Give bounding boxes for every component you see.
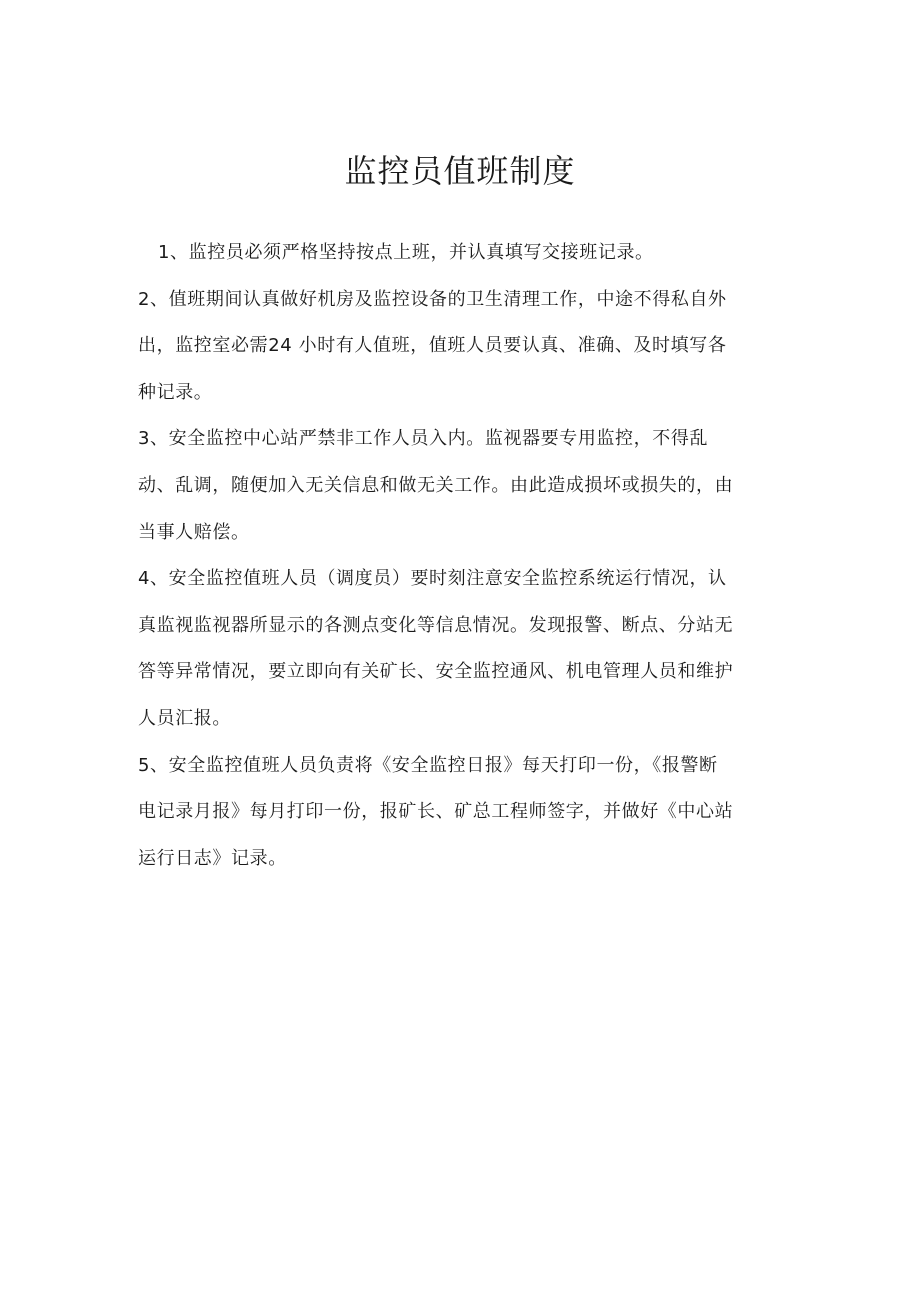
paragraph-line: 2、值班期间认真做好机房及监控设备的卫生清理工作，中途不得私自外 xyxy=(138,288,727,310)
paragraph-line: 真监视监视器所显示的各测点变化等信息情况。发现报警、断点、分站无 xyxy=(138,614,734,636)
paragraph-line: 出，监控室必需24 小时有人值班，值班人员要认真、准确、及时填写各 xyxy=(138,335,727,357)
paragraph-line: 人员汇报。 xyxy=(138,707,231,729)
paragraph-line: 1、监控员必须严格坚持按点上班，并认真填写交接班记录。 xyxy=(158,242,654,263)
paragraph-5 xyxy=(138,743,786,883)
paragraph-4 xyxy=(138,556,786,742)
paragraph-line: 当事人赔偿。 xyxy=(138,521,250,543)
paragraph-2 xyxy=(138,277,786,417)
paragraph-line: 5、安全监控值班人员负责将《安全监控日报》每天打印一份，《报警断 xyxy=(138,754,718,776)
paragraph-1 xyxy=(138,230,786,277)
paragraph-line: 电记录月报》每月打印一份，报矿长、矿总工程师签字，并做好《中心站 xyxy=(138,801,734,823)
document-body xyxy=(138,230,786,882)
paragraph-3 xyxy=(138,416,786,556)
page-title: 监控员值班制度 xyxy=(344,152,576,190)
paragraph-line: 运行日志》记录。 xyxy=(138,847,287,869)
paragraph-line: 种记录。 xyxy=(138,381,213,403)
paragraph-line: 4、安全监控值班人员（调度员）要时刻注意安全监控系统运行情况，认 xyxy=(138,568,727,590)
paragraph-line: 动、乱调，随便加入无关信息和做无关工作。由此造成损坏或损失的，由 xyxy=(138,474,734,496)
paragraph-line: 答等异常情况，要立即向有关矿长、安全监控通风、机电管理人员和维护 xyxy=(138,661,734,683)
paragraph-line: 3、安全监控中心站严禁非工作人员入内。监视器要专用监控，不得乱 xyxy=(138,428,709,450)
